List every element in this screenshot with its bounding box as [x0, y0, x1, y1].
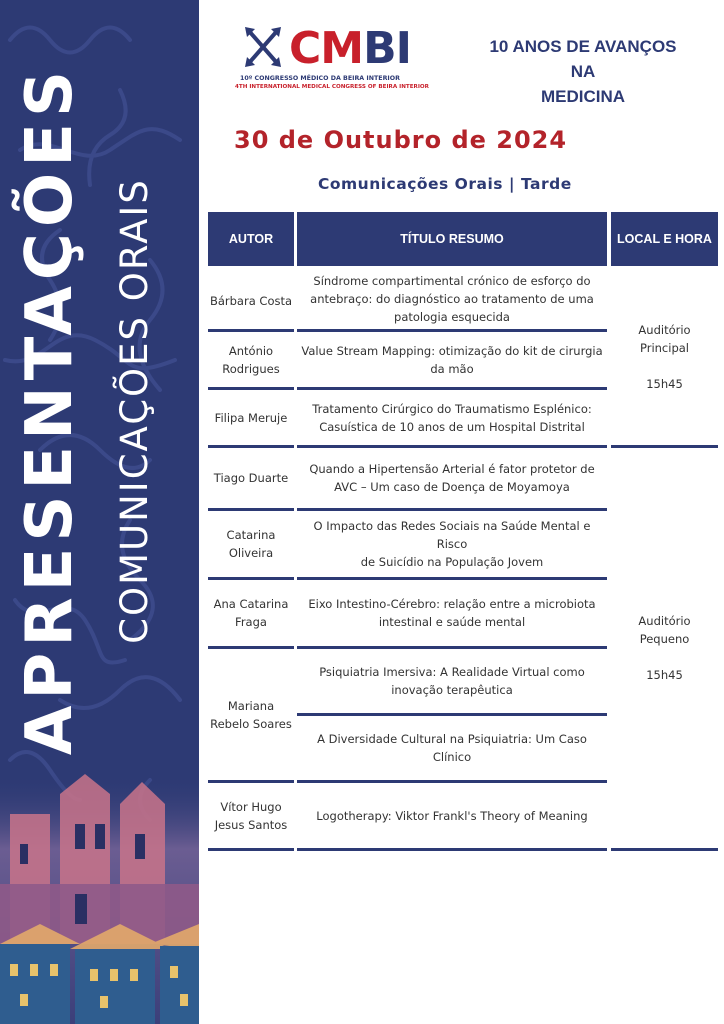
abstract-title-cell: Psiquiatria Imersiva: A Realidade Virtual como inovação terapêutica: [319, 665, 585, 697]
author-cell: Tiago Duarte: [213, 471, 289, 485]
abstract-title-cell: A Diversidade Cultural na Psiquiatria: Um Caso Clínico: [317, 732, 587, 764]
author-cell: Mariana Rebelo Soares: [210, 698, 292, 731]
author-cell: Filipa Meruje: [214, 411, 288, 425]
location-name: Auditório: [638, 322, 691, 337]
event-date: 30 de Outubro de 2024: [234, 126, 568, 154]
author-cell: Catarina Oliveira: [226, 528, 276, 560]
column-header-location: LOCAL E HORA: [611, 212, 718, 266]
location-name: Pequeno: [639, 632, 690, 646]
author-cell: Ana Catarina Fraga: [213, 597, 289, 629]
row-divider: [208, 848, 294, 851]
column-header-author: AUTOR: [208, 212, 294, 266]
abstract-title-cell: Tratamento Cirúrgico do Traumatismo Esplénico: Casuística de 10 anos de um Hospital Distrital: [312, 402, 592, 434]
abstract-title-cell: O Impacto das Redes Sociais na Saúde Mental e Risco de Suicídio na População Jovem: [313, 519, 591, 569]
city-skyline-illustration: [0, 774, 199, 1024]
session-title: Comunicações Orais | Tarde: [318, 175, 572, 193]
logo-subtitle-pt: 10º CONGRESSO MÉDICO DA BEIRA INTERIOR: [240, 75, 400, 82]
side-banner: [0, 0, 199, 1024]
author-cell: Vítor Hugo Jesus Santos: [214, 799, 288, 832]
tagline: 10 ANOS DE AVANÇOS NA MEDICINA: [489, 37, 677, 106]
location-time-cell: [611, 448, 718, 848]
logo-wordmark: CMBI: [289, 23, 411, 74]
abstract-title-cell: Logotherapy: Viktor Frankl's Theory of Meaning: [316, 808, 588, 823]
logo-subtitle-en: 4TH INTERNATIONAL MEDICAL CONGRESS OF BEIRA INTERIOR: [235, 84, 429, 90]
author-cell: Bárbara Costa: [209, 293, 293, 308]
oral-communications-vertical-title: COMUNICAÇÕES ORAIS: [113, 178, 156, 644]
session-time: 15h45: [646, 668, 683, 682]
row-divider: [611, 848, 718, 851]
abstract-title-cell: Eixo Intestino-Cérebro: relação entre a microbiota intestinal e saúde mental: [308, 597, 596, 629]
row-divider: [297, 848, 607, 851]
abstract-title-cell: Quando a Hipertensão Arterial é fator protetor de AVC – Um caso de Doença de Moyamoya: [309, 462, 595, 494]
presentations-vertical-title: APRESENTAÇÕES: [13, 64, 87, 756]
abstract-title-cell: Síndrome compartimental crónico de esforço do antebraço: do diagnóstico ao tratamento de uma patologia esquecida: [310, 273, 594, 324]
crossed-arrows-icon: [245, 27, 281, 67]
location-name: Auditório: [638, 614, 691, 628]
location-time-cell: [611, 268, 718, 445]
abstract-title-cell: Value Stream Mapping: otimização do kit de cirurgia da mão: [301, 344, 603, 376]
location-name: Principal: [639, 340, 689, 355]
author-cell: António Rodrigues: [222, 344, 280, 376]
column-header-title: TÍTULO RESUMO: [297, 212, 607, 266]
session-time: 15h45: [646, 376, 683, 391]
cmbi-logo: [233, 23, 429, 95]
